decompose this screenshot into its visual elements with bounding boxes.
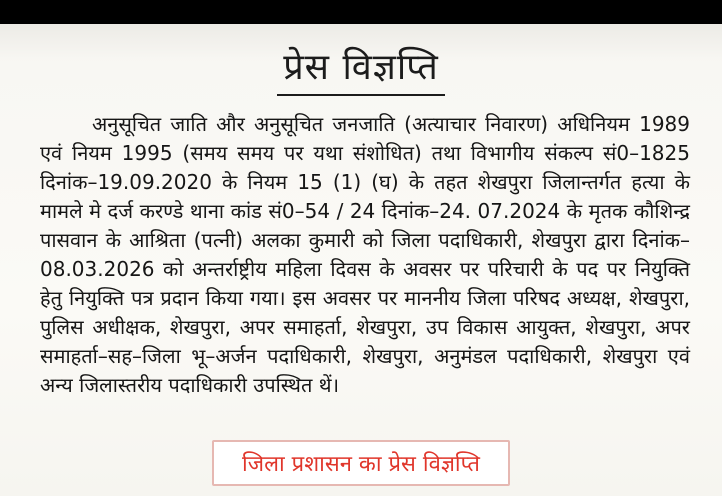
- district-administration-caption: [212, 440, 510, 486]
- caption-text: जिला प्रशासन का प्रेस विज्ञप्ति: [242, 452, 480, 477]
- top-black-bar: [0, 0, 722, 24]
- press-release-title: [0, 44, 722, 96]
- press-release-body: [40, 110, 690, 400]
- press-release-title-text: प्रेस विज्ञप्ति: [277, 44, 445, 96]
- press-release-body-text: अनुसूचित जाति और अनुसूचित जनजाति (अत्याचार निवारण) अधिनियम 1989 एवं नियम 1995 (समय समय पर यथा संशोधित) तथा विभागीय संकल्प सं0–1825 दिनांक–19.09.2020 के नियम 15 (1) (घ) के तहत शेखपुरा जिलान्तर्गत हत्या के मामले मे दर्ज करण्डे थाना कांड सं0–54 / 24 दिनांक–24. 07.2024 के मृतक कौशिन्द्र पासवान के आश्रिता (पत्नी) अलका कुमारी को जिला पदाधिकारी, शेखपुरा द्वारा दिनांक–08.03.2026 को अन्तर्राष्ट्रीय महिला दिवस के अवसर पर परिचारी के पद पर नियुक्ति हेतु नियुक्ति पत्र प्रदान किया गया। इस अवसर पर माननीय जिला परिषद अध्यक्ष, शेखपुरा, पुलिस अधीक्षक, शेखपुरा, अपर समाहर्ता, शेखपुरा, उप विकास आयुक्त, शेखपुरा, अपर समाहर्ता–सह–जिला भू–अर्जन पदाधिकारी, शेखपुरा, अनुमंडल पदाधिकारी, शेखपुरा एवं अन्य जिलास्तरीय पदाधिकारी उपस्थित थें।: [40, 112, 690, 397]
